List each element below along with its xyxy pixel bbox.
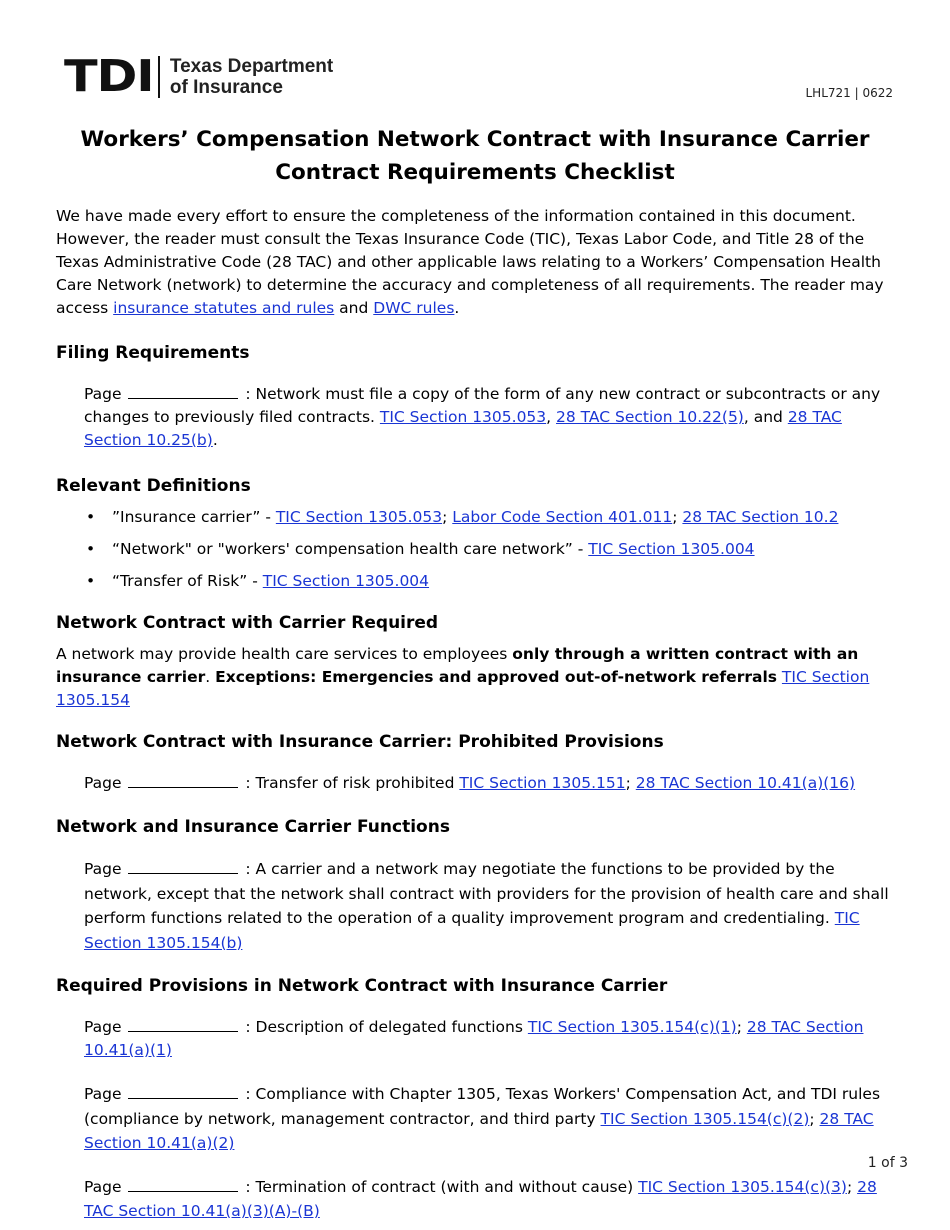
provision-text: : Termination of contract (with and without cause)	[240, 1177, 639, 1196]
definitions-list	[56, 506, 901, 593]
functions-link[interactable]: TIC Section 1305.154(b)	[84, 909, 860, 952]
functions-heading: Network and Insurance Carrier Functions	[56, 817, 450, 837]
form-id: LHL721 | 0622	[805, 86, 893, 100]
sep: , and	[743, 408, 788, 426]
provision-text: : Compliance with Chapter 1305, Texas Workers' Compensation Act, and TDI rules (compliance by network, management contractor, and third party	[84, 1085, 881, 1128]
filing-text: : Network must file a copy of the form of any new contract or subcontracts or any changes to previously filed contracts.	[84, 385, 881, 426]
sep: ;	[846, 1177, 858, 1196]
definition-item	[56, 570, 901, 593]
definition-text: “Transfer of Risk” -	[112, 572, 263, 590]
page-label: Page	[84, 860, 122, 878]
page-number: 1 of 3	[867, 1155, 908, 1171]
prohibited-item	[84, 772, 901, 795]
logo-mark: TDI	[64, 51, 154, 102]
provision-item	[84, 1016, 901, 1062]
required-text: A network may provide health care services to employees	[56, 645, 513, 663]
page-label: Page	[84, 385, 122, 403]
provision-link-1[interactable]: TIC Section 1305.154(c)(2)	[600, 1109, 810, 1128]
logo-line2: of Insurance	[169, 77, 283, 98]
page-blank[interactable]	[128, 1017, 238, 1032]
required-link[interactable]: TIC Section 1305.154	[56, 668, 870, 709]
page-label: Page	[84, 774, 122, 792]
insurance-statutes-link[interactable]: insurance statutes and rules	[113, 299, 335, 317]
sep: ;	[672, 508, 683, 526]
required-heading: Network Contract with Carrier Required	[56, 613, 439, 633]
dwc-rules-link[interactable]: DWC rules	[373, 299, 455, 317]
intro-text: We have made every effort to ensure the completeness of the information contained in this document. However, the reader must consult the Texas Insurance Code (TIC), Texas Labor Code, and Title 28 of the Texas Administrative Code (28 TAC) and other applicable laws relating to a Workers’ Compensation Health Care Network (network) to determine the accuracy and completeness of all requirements. The reader may access	[56, 207, 884, 317]
document-body	[56, 205, 901, 1224]
sep: ;	[809, 1109, 820, 1128]
functions-text: : A carrier and a network may negotiate the functions to be provided by the network, except that the network shall contract with providers for the provision of health care and shall perform functions related to the operation of a quality improvement program and credentialing.	[84, 860, 889, 927]
page-label: Page	[84, 1085, 122, 1103]
logo-line1: Texas Department	[169, 56, 334, 77]
page-label: Page	[84, 1018, 122, 1036]
tdi-logo	[64, 51, 334, 102]
definition-link[interactable]: Labor Code Section 401.011	[452, 508, 673, 526]
filing-link-1[interactable]: TIC Section 1305.053	[379, 408, 547, 426]
document-title	[0, 123, 950, 189]
prohibited-text: : Transfer of risk prohibited	[240, 774, 460, 792]
logo-divider	[158, 56, 160, 98]
definition-link[interactable]: TIC Section 1305.004	[262, 572, 430, 590]
definition-item	[56, 538, 901, 561]
sep: ;	[625, 774, 636, 792]
provision-text: : Description of delegated functions	[240, 1018, 528, 1036]
intro-paragraph	[56, 205, 901, 320]
prohibited-link-2[interactable]: 28 TAC Section 10.41(a)(16)	[635, 774, 856, 792]
page-label: Page	[84, 1177, 122, 1196]
intro-and: and	[334, 299, 374, 317]
provisions-heading: Required Provisions in Network Contract with Insurance Carrier	[56, 976, 668, 996]
provision-item	[84, 1175, 901, 1224]
required-bold: only through a written contract with an insurance carrier	[56, 645, 859, 686]
definitions-heading: Relevant Definitions	[56, 476, 251, 496]
page-blank[interactable]	[128, 859, 238, 874]
intro-end: .	[454, 299, 460, 317]
title-line1: Workers’ Compensation Network Contract with Insurance Carrier	[80, 127, 870, 152]
required-text: .	[205, 668, 216, 686]
logo-text	[170, 56, 333, 98]
provision-link-1[interactable]: TIC Section 1305.154(c)(3)	[638, 1177, 847, 1196]
definition-text: ”Insurance carrier” -	[112, 508, 276, 526]
provision-link-2[interactable]: 28 TAC Section 10.41(a)(1)	[84, 1018, 864, 1059]
provision-link-2[interactable]: 28 TAC Section 10.41(a)(2)	[84, 1109, 874, 1152]
prohibited-heading: Network Contract with Insurance Carrier: Prohibited Provisions	[56, 732, 664, 752]
sep: ;	[736, 1018, 747, 1036]
definition-link[interactable]: TIC Section 1305.053	[275, 508, 443, 526]
sep: ,	[546, 408, 557, 426]
functions-item	[84, 857, 901, 955]
end: .	[212, 431, 218, 449]
filing-link-3[interactable]: 28 TAC Section 10.25(b)	[84, 408, 842, 449]
required-bold: Exceptions: Emergencies and approved out-of-network referrals	[215, 668, 777, 686]
title-line2: Contract Requirements Checklist	[275, 160, 675, 185]
prohibited-link-1[interactable]: TIC Section 1305.151	[459, 774, 626, 792]
provision-link-2[interactable]: 28 TAC Section 10.41(a)(3)(A)-(B)	[84, 1177, 877, 1220]
required-paragraph	[56, 643, 901, 712]
sep: ;	[442, 508, 453, 526]
provision-item	[84, 1082, 901, 1156]
filing-heading: Filing Requirements	[56, 343, 250, 363]
page-blank[interactable]	[128, 773, 238, 788]
definition-link[interactable]: 28 TAC Section 10.2	[682, 508, 839, 526]
page-blank[interactable]	[128, 1177, 238, 1192]
filing-item	[84, 383, 901, 452]
page-blank[interactable]	[128, 384, 238, 399]
definition-item	[56, 506, 901, 529]
page-blank[interactable]	[128, 1084, 238, 1099]
definition-text: “Network" or "workers' compensation health care network” -	[112, 540, 589, 558]
provision-link-1[interactable]: TIC Section 1305.154(c)(1)	[527, 1018, 737, 1036]
definition-link[interactable]: TIC Section 1305.004	[588, 540, 755, 558]
filing-link-2[interactable]: 28 TAC Section 10.22(5)	[556, 408, 744, 426]
